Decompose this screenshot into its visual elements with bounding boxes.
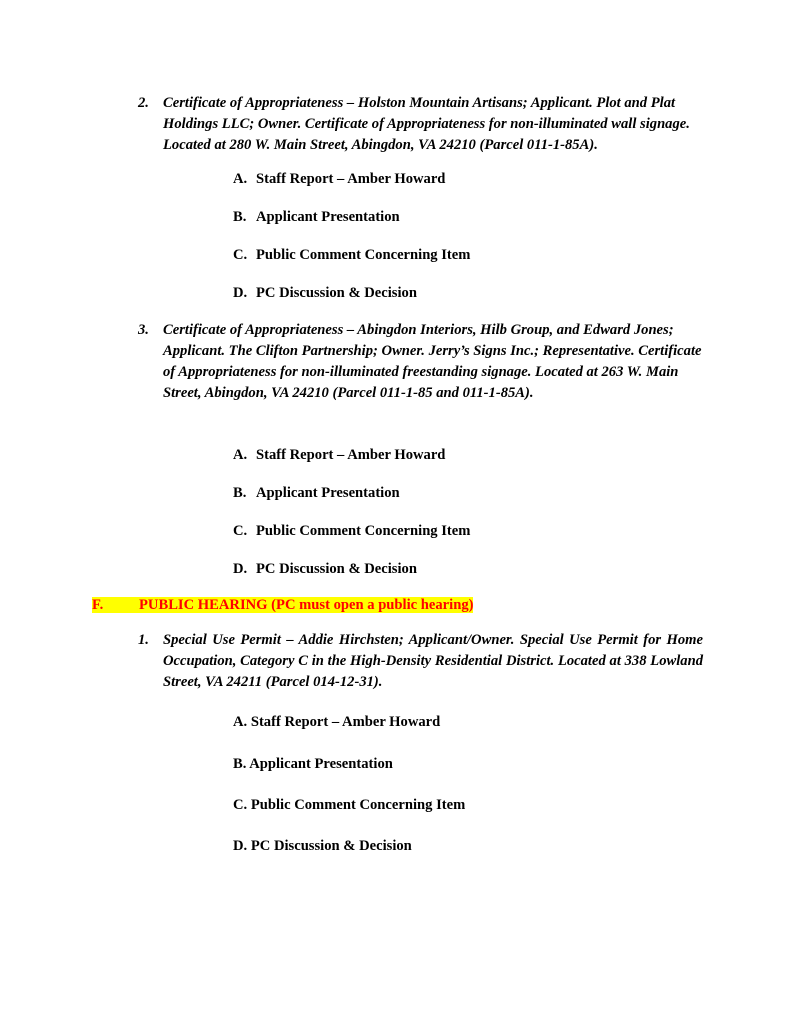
section-title: PUBLIC HEARING (PC must open a public hearing) — [139, 597, 474, 613]
subitem-pc-discussion: D. PC Discussion & Decision — [233, 838, 412, 854]
item-description: Special Use Permit – Addie Hirchsten; Applicant/Owner. Special Use Permit for Home Occupation, Category C in the High-Density Residential District. Located at 338 Lowland Street, VA 24211 (Parcel 014-12-31). — [163, 632, 703, 690]
item-number: 3. — [138, 322, 149, 338]
subitem-public-comment — [233, 522, 470, 540]
subitem-pc-discussion — [233, 284, 417, 302]
subitem-public-comment: C. Public Comment Concerning Item — [233, 797, 466, 813]
subitem-letter: C. — [233, 247, 248, 263]
subitem-public-comment — [233, 246, 470, 264]
section-highlight — [92, 597, 473, 613]
subitem-letter: C. — [233, 523, 248, 539]
subitem-label: Public Comment Concerning Item — [256, 247, 471, 263]
subitem-staff-report — [233, 170, 445, 188]
section-letter: F. — [92, 597, 104, 613]
item-description: Certificate of Appropriateness – Holston Mountain Artisans; Applicant. Plot and Plat Holdings LLC; Owner. Certificate of Appropriateness for non-illuminated wall signage. Located at 280 W. Main Street, Abingdon, VA 24210 (Parcel 011-1-85A). — [163, 95, 690, 153]
subitem-label: Staff Report – Amber Howard — [256, 171, 446, 187]
subitem-letter: A. — [233, 171, 248, 187]
section-f-heading — [92, 595, 473, 615]
subitem-letter: A. — [233, 447, 248, 463]
item-number: 1. — [138, 632, 149, 648]
subitem-pc-discussion — [233, 560, 417, 578]
subitem-applicant-presentation — [233, 484, 400, 502]
subitem-letter: B. — [233, 209, 247, 225]
subitem-label: Applicant Presentation — [256, 485, 400, 501]
hearing-item-1 — [138, 630, 703, 693]
subitem-label: Applicant Presentation — [256, 209, 400, 225]
agenda-item-3 — [138, 320, 703, 404]
item-number: 2. — [138, 95, 149, 111]
agenda-item-2 — [138, 93, 703, 156]
subitem-applicant-presentation — [233, 208, 400, 226]
subitem-label: Staff Report – Amber Howard — [256, 447, 446, 463]
subitem-staff-report: A. Staff Report – Amber Howard — [233, 714, 441, 730]
subitem-letter: D. — [233, 285, 248, 301]
subitem-letter: D. — [233, 561, 248, 577]
subitem-applicant-presentation: B. Applicant Presentation — [233, 756, 393, 772]
subitem-staff-report — [233, 446, 445, 464]
item-description: Certificate of Appropriateness – Abingdon Interiors, Hilb Group, and Edward Jones; Applicant. The Clifton Partnership; Owner. Jerry’s Signs Inc.; Representative. Certificate of Appropriateness for non-illuminated freestanding signage. Located at 263 W. Main Street, Abingdon, VA 24210 (Parcel 011-1-85 and 011-1-85A). — [163, 322, 702, 401]
subitem-label: Public Comment Concerning Item — [256, 523, 471, 539]
subitem-letter: B. — [233, 485, 247, 501]
subitem-label: PC Discussion & Decision — [256, 561, 417, 577]
subitem-label: PC Discussion & Decision — [256, 285, 417, 301]
